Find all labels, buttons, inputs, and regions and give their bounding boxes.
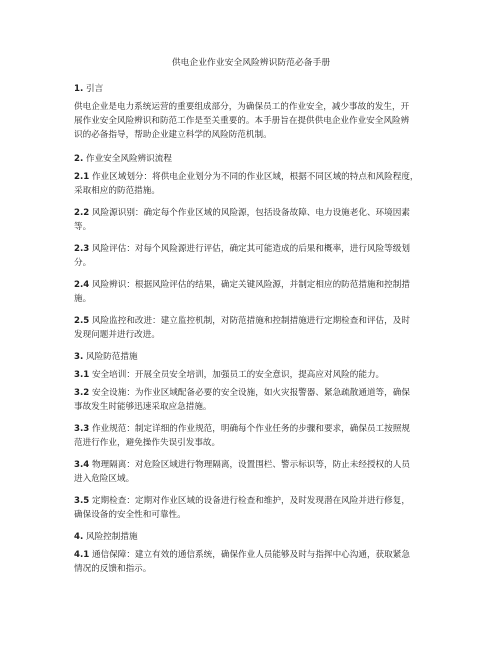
text-line (74, 530, 432, 544)
item-number: 3.3 (74, 424, 90, 434)
line-text: 风险监控和改进：建立监控机制，对防范措施和控制措施进行定期检查和评估，及时 (89, 316, 410, 326)
paragraph (74, 368, 432, 382)
paragraph (74, 206, 432, 234)
paragraph (74, 242, 432, 270)
text-line (74, 314, 432, 328)
line-text: 等。 (74, 222, 92, 232)
line-text: 安全培训：开展全员安全培训，加强员工的安全意识，提高应对风险的能力。 (89, 370, 385, 380)
item-number: 2.2 (74, 208, 90, 218)
line-text: 风险辨识：根据风险评估的结果，确定关键风险源，并制定相应的防范措施和控制措 (89, 280, 410, 290)
text-line (74, 386, 432, 400)
line-text: 展作业安全风险辨识和防范工作是至关重要的。本手册旨在提供供电企业作业安全风险辨 (74, 116, 410, 126)
text-line (74, 100, 432, 114)
line-text: 发现问题并进行改进。 (74, 330, 160, 340)
line-text: 安全设施：为作业区域配备必要的安全设施，如火灾报警器、紧急疏散通道等，确保 (89, 388, 410, 398)
text-line (74, 128, 432, 142)
paragraph (74, 422, 432, 450)
line-text: 作业区域划分：将供电企业划分为不同的作业区域，根据不同区域的特点和风险程度， (89, 172, 419, 182)
item-number: 2. (74, 154, 84, 164)
text-line (74, 152, 432, 166)
text-line (74, 206, 432, 220)
paragraph (74, 386, 432, 414)
section-heading (74, 82, 432, 96)
text-line (74, 472, 432, 486)
item-number: 4.1 (74, 550, 90, 560)
item-number: 3.1 (74, 370, 90, 380)
paragraph (74, 494, 432, 522)
line-text: 物理隔离：对危险区域进行物理隔离，设置围栏、警示标识等，防止未经授权的人员 (89, 460, 410, 470)
text-line (74, 278, 432, 292)
line-text: 风险控制措施 (83, 532, 138, 542)
text-line (74, 494, 432, 508)
text-line (74, 170, 432, 184)
line-text: 定期检查：定期对作业区域的设备进行检查和维护，及时发现潜在风险并进行修复， (89, 496, 410, 506)
line-text: 采取相应的防范措施。 (74, 186, 160, 196)
text-line (74, 184, 432, 198)
line-text: 供电企业是电力系统运营的重要组成部分，为确保员工的作业安全，减少事故的发生，开 (74, 102, 410, 112)
item-number: 3.4 (74, 460, 90, 470)
text-line (74, 220, 432, 234)
text-line (74, 508, 432, 522)
line-text: 确保设备的安全性和可靠性。 (74, 510, 186, 520)
line-text: 作业安全风险辨识流程 (83, 154, 172, 164)
text-line (74, 82, 432, 96)
section-heading (74, 530, 432, 544)
text-line (74, 436, 432, 450)
paragraph (74, 314, 432, 342)
line-text: 通信保障：建立有效的通信系统，确保作业人员能够及时与指挥中心沟通，获取紧急 (89, 550, 410, 560)
line-text: 风险防范措施 (83, 352, 138, 362)
document-title: 供电企业作业安全风险辨识防范必备手册 (171, 58, 331, 68)
item-number: 3.5 (74, 496, 90, 506)
paragraph (74, 100, 432, 142)
item-number: 2.4 (74, 280, 90, 290)
paragraph (74, 548, 432, 576)
item-number: 2.1 (74, 172, 90, 182)
text-line (74, 562, 432, 576)
text-line (74, 368, 432, 382)
text-line (74, 242, 432, 256)
text-line (74, 458, 432, 472)
item-number: 2.3 (74, 244, 90, 254)
text-line (74, 350, 432, 364)
line-text: 识的必备指导，帮助企业建立科学的风险防范机制。 (74, 130, 272, 140)
line-text: 进入危险区域。 (74, 474, 135, 484)
text-line (74, 114, 432, 128)
line-text: 引言 (83, 84, 104, 94)
paragraph (74, 170, 432, 198)
item-number: 1. (74, 84, 84, 94)
item-number: 2.5 (74, 316, 90, 326)
item-number: 3.2 (74, 388, 90, 398)
text-line (74, 422, 432, 436)
line-text: 风险源识别：确定每个作业区域的风险源，包括设备故障、电力设施老化、环境因素 (89, 208, 410, 218)
line-text: 风险评估：对每个风险源进行评估，确定其可能造成的后果和概率，进行风险等级划 (89, 244, 410, 254)
text-line (74, 328, 432, 342)
section-heading (74, 152, 432, 166)
text-line (74, 256, 432, 270)
line-text: 施。 (74, 294, 92, 304)
item-number: 3. (74, 352, 84, 362)
line-text: 事故发生时能够迅速采取应急措施。 (74, 402, 212, 412)
line-text: 作业规范：制定详细的作业规范，明确每个作业任务的步骤和要求，确保员工按照规 (89, 424, 410, 434)
line-text: 范进行作业，避免操作失误引发事故。 (74, 438, 221, 448)
text-line (74, 548, 432, 562)
item-number: 4. (74, 532, 84, 542)
text-line (74, 400, 432, 414)
line-text: 分。 (74, 258, 92, 268)
paragraph (74, 458, 432, 486)
text-line (74, 292, 432, 306)
paragraph (74, 278, 432, 306)
line-text: 情况的反馈和指示。 (74, 564, 152, 574)
section-heading (74, 350, 432, 364)
